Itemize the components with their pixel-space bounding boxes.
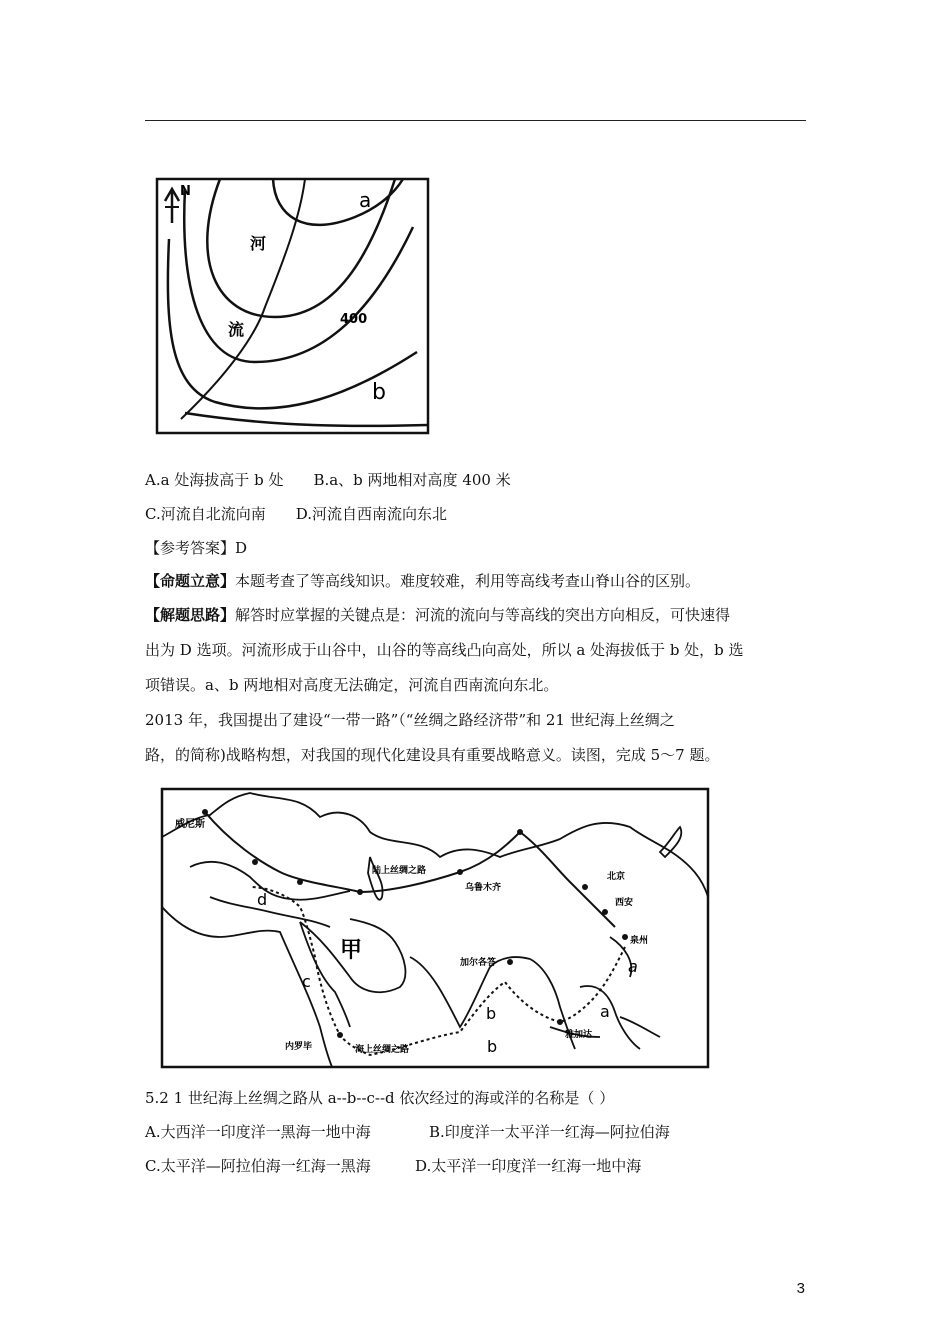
page-number: 3 <box>796 1280 805 1297</box>
q5-option-a: A.大西洋一印度洋一黑海一地中海 <box>145 1123 371 1141</box>
intro-line-1: 2013 年，我国提出了建设“一带一路”（“丝绸之路经济带”和 21 世纪海上丝绸之 <box>145 711 675 729</box>
map-label-b-1: b <box>486 1004 497 1023</box>
q4-option-b: B.a、b 两地相对高度 400 米 <box>313 471 511 489</box>
map-city-beijing: 北京 <box>607 872 626 882</box>
map-city-kolkata: 加尔各答 <box>460 958 497 968</box>
map-sea-route-label: 海上丝绸之路 <box>355 1045 410 1055</box>
q5-option-c: C.太平洋—阿拉伯海一红海一黑海 <box>145 1157 371 1175</box>
q5-stem: 5.2 1 世纪海上丝绸之路从 a--b--c--d 依次经过的海或洋的名称是（ ） <box>145 1089 615 1107</box>
analysis-line-3: 项错误。a、b 两地相对高度无法确定，河流自西南流向东北。 <box>145 676 559 694</box>
analysis-line-1 <box>145 605 730 625</box>
intent-line <box>145 571 700 591</box>
north-label: N <box>180 184 191 199</box>
map-label-a-top: a <box>628 957 638 976</box>
map-city-quanzhou: 泉州 <box>630 936 649 946</box>
map-city-jakarta: 雅加达 <box>565 1030 593 1040</box>
q5-option-d: D.太平洋一印度洋一红海一地中海 <box>415 1157 642 1175</box>
analysis-text-1: 解答时应掌握的关键点是：河流的流向与等高线的突出方向相反，可快速得 <box>235 606 731 624</box>
answer-label: 【参考答案】 <box>145 539 236 557</box>
label-a: a <box>359 188 372 212</box>
river-label-1: 河 <box>250 234 267 253</box>
map-label-d: d <box>257 890 268 909</box>
option-4c-4d-row <box>145 504 447 524</box>
map-city-xian: 西安 <box>615 898 634 908</box>
map-frame <box>162 789 708 1067</box>
contour-map <box>155 177 430 435</box>
silk-road-map <box>160 787 710 1069</box>
analysis-label: 【解题思路】 <box>145 606 236 624</box>
map-label-b-2: b <box>487 1037 498 1056</box>
contour-value-400: 400 <box>340 312 368 327</box>
q4-option-c: C.河流自北流向南 <box>145 505 266 523</box>
label-b: b <box>372 380 386 405</box>
answer-line <box>145 538 247 558</box>
map-city-urumqi: 乌鲁木齐 <box>465 883 502 893</box>
map-land-route-label: 陆上丝绸之路 <box>372 866 427 876</box>
intent-label: 【命题立意】 <box>145 572 236 590</box>
q4-option-a: A.a 处海拔高于 b 处 <box>145 471 284 489</box>
analysis-line-2: 出为 D 选项。河流形成于山谷中，山谷的等高线凸向高处，所以 a 处海拔低于 b 处，b 选 <box>145 641 744 659</box>
map-city-nairobi: 内罗毕 <box>285 1042 313 1052</box>
header-rule <box>145 120 806 121</box>
intent-text: 本题考查了等高线知识。难度较难，利用等高线考查山脊山谷的区别。 <box>235 572 701 590</box>
map-label-c: c <box>302 972 311 991</box>
map-label-a: a <box>600 1002 610 1021</box>
intro-line-2: 路，的简称)战略构想，对我国的现代化建设具有重要战略意义。读图，完成 5～7 题。 <box>145 746 720 764</box>
option-4a-4b-row <box>145 470 511 490</box>
answer-value: D <box>235 539 248 557</box>
q5-option-b: B.印度洋一太平洋一红海—阿拉伯海 <box>429 1123 670 1141</box>
map-city-venice: 威尼斯 <box>175 819 205 830</box>
map-region-jia: 甲 <box>340 938 363 963</box>
river-label-2: 流 <box>228 320 245 339</box>
q4-option-d: D.河流自西南流向东北 <box>295 505 447 523</box>
